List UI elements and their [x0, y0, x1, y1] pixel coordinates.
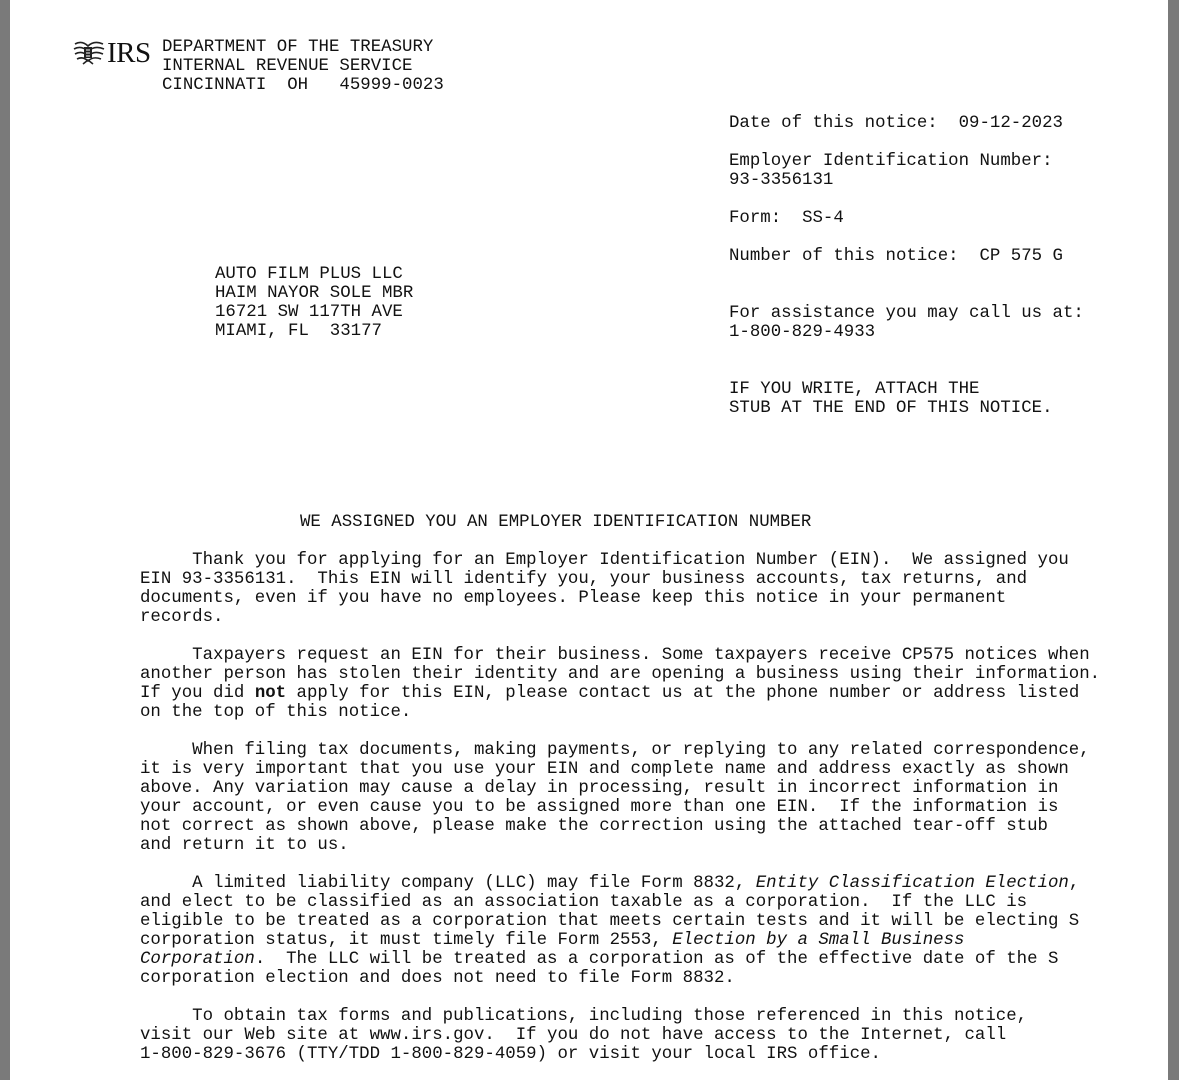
recipient-line: MIAMI, FL 33177 [215, 322, 382, 341]
paragraph-line: Thank you for applying for an Employer Identification Number (EIN). We assigned you [140, 551, 1069, 570]
notice-number-value: CP 575 G [979, 247, 1063, 266]
paragraph-llc [140, 874, 1079, 988]
paragraph-line: When filing tax documents, making payments, or replying to any related correspondence, [140, 741, 1090, 760]
dept-line: CINCINNATI OH 45999-0023 [162, 76, 444, 95]
paragraph-line: If you did not apply for this EIN, please contact us at the phone number or address listed [140, 684, 1080, 703]
paragraph-line: Taxpayers request an EIN for their business. Some taxpayers receive CP575 notices when [140, 646, 1090, 665]
paragraph-line: A limited liability company (LLC) may file Form 8832, Entity Classification Election, [140, 874, 1080, 893]
assistance-label: For assistance you may call us at: [729, 304, 1084, 323]
paragraph-line: another person has stolen their identity and are opening a business using their information. [140, 665, 1101, 684]
notice-number-line [729, 247, 1063, 266]
dept-line: INTERNAL REVENUE SERVICE [162, 57, 413, 76]
notice-page [10, 0, 1168, 1080]
paragraph-filing [140, 741, 1090, 855]
ein-block [729, 152, 1053, 190]
notice-date-label: Date of this notice: [729, 114, 938, 133]
paragraph-thank-you [140, 551, 1069, 627]
irs-logo-text: IRS [107, 37, 151, 69]
dept-address [162, 38, 444, 95]
form-8832-title: Entity Classification Election [755, 874, 1069, 893]
recipient-line: AUTO FILM PLUS LLC [215, 265, 403, 284]
assistance-phone: 1-800-829-4933 [729, 323, 876, 342]
paragraph-line: EIN 93-3356131. This EIN will identify you, your business accounts, tax returns, and [140, 570, 1028, 589]
paragraph-forms [140, 1007, 1027, 1064]
paragraph-line: To obtain tax forms and publications, including those referenced in this notice, [140, 1007, 1028, 1026]
paragraph-line: not correct as shown above, please make the correction using the attached tear-off stub [140, 817, 1048, 836]
dept-line: DEPARTMENT OF THE TREASURY [162, 38, 434, 57]
form-label: Form: [729, 209, 782, 228]
paragraph-line: Corporation. The LLC will be treated as a corporation as of the effective date of the S [140, 950, 1059, 969]
notice-number-label: Number of this notice: [729, 247, 959, 266]
paragraph-line: visit our Web site at www.irs.gov. If you do not have access to the Internet, call [140, 1026, 1007, 1045]
write-instructions [729, 380, 1053, 418]
paragraph-line: corporation election and does not need to file Form 8832. [140, 969, 735, 988]
recipient-line: HAIM NAYOR SOLE MBR [215, 284, 414, 303]
paragraph-line: corporation status, it must timely file Form 2553, Election by a Small Business [140, 931, 965, 950]
emphasis-not: not [254, 684, 287, 703]
assistance-block [729, 304, 1084, 342]
notice-title: WE ASSIGNED YOU AN EMPLOYER IDENTIFICATION NUMBER [300, 513, 812, 532]
notice-date [729, 114, 1063, 133]
form-line [729, 209, 844, 228]
paragraph-line: on the top of this notice. [140, 703, 412, 722]
write-line: STUB AT THE END OF THIS NOTICE. [729, 399, 1053, 418]
ein-label: Employer Identification Number: [729, 152, 1053, 171]
paragraph-line: and elect to be classified as an association taxable as a corporation. If the LLC is [140, 893, 1028, 912]
paragraph-line: 1-800-829-3676 (TTY/TDD 1-800-829-4059) or visit your local IRS office. [140, 1045, 881, 1064]
paragraph-line: and return it to us. [140, 836, 349, 855]
paragraph-line: eligible to be treated as a corporation that meets certain tests and it will be electing S [140, 912, 1080, 931]
form-2553-title: Election by a Small Business [672, 931, 965, 950]
paragraph-line: above. Any variation may cause a delay in processing, result in incorrect information in [140, 779, 1059, 798]
paragraph-line: records. [140, 608, 224, 627]
paragraph-line: it is very important that you use your EIN and complete name and address exactly as shown [140, 760, 1069, 779]
write-line: IF YOU WRITE, ATTACH THE [729, 380, 980, 399]
form-2553-title-cont: Corporation [140, 950, 255, 969]
irs-logo [72, 38, 151, 68]
recipient-address [215, 265, 413, 341]
paragraph-line: documents, even if you have no employees. Please keep this notice in your permanent [140, 589, 1007, 608]
ein-value: 93-3356131 [729, 171, 834, 190]
form-value: SS-4 [802, 209, 844, 228]
recipient-line: 16721 SW 117TH AVE [215, 303, 403, 322]
irs-eagle-icon [72, 38, 106, 68]
notice-date-value: 09-12-2023 [958, 114, 1063, 133]
paragraph-identity-theft [140, 646, 1100, 722]
paragraph-line: your account, or even cause you to be assigned more than one EIN. If the information is [140, 798, 1059, 817]
